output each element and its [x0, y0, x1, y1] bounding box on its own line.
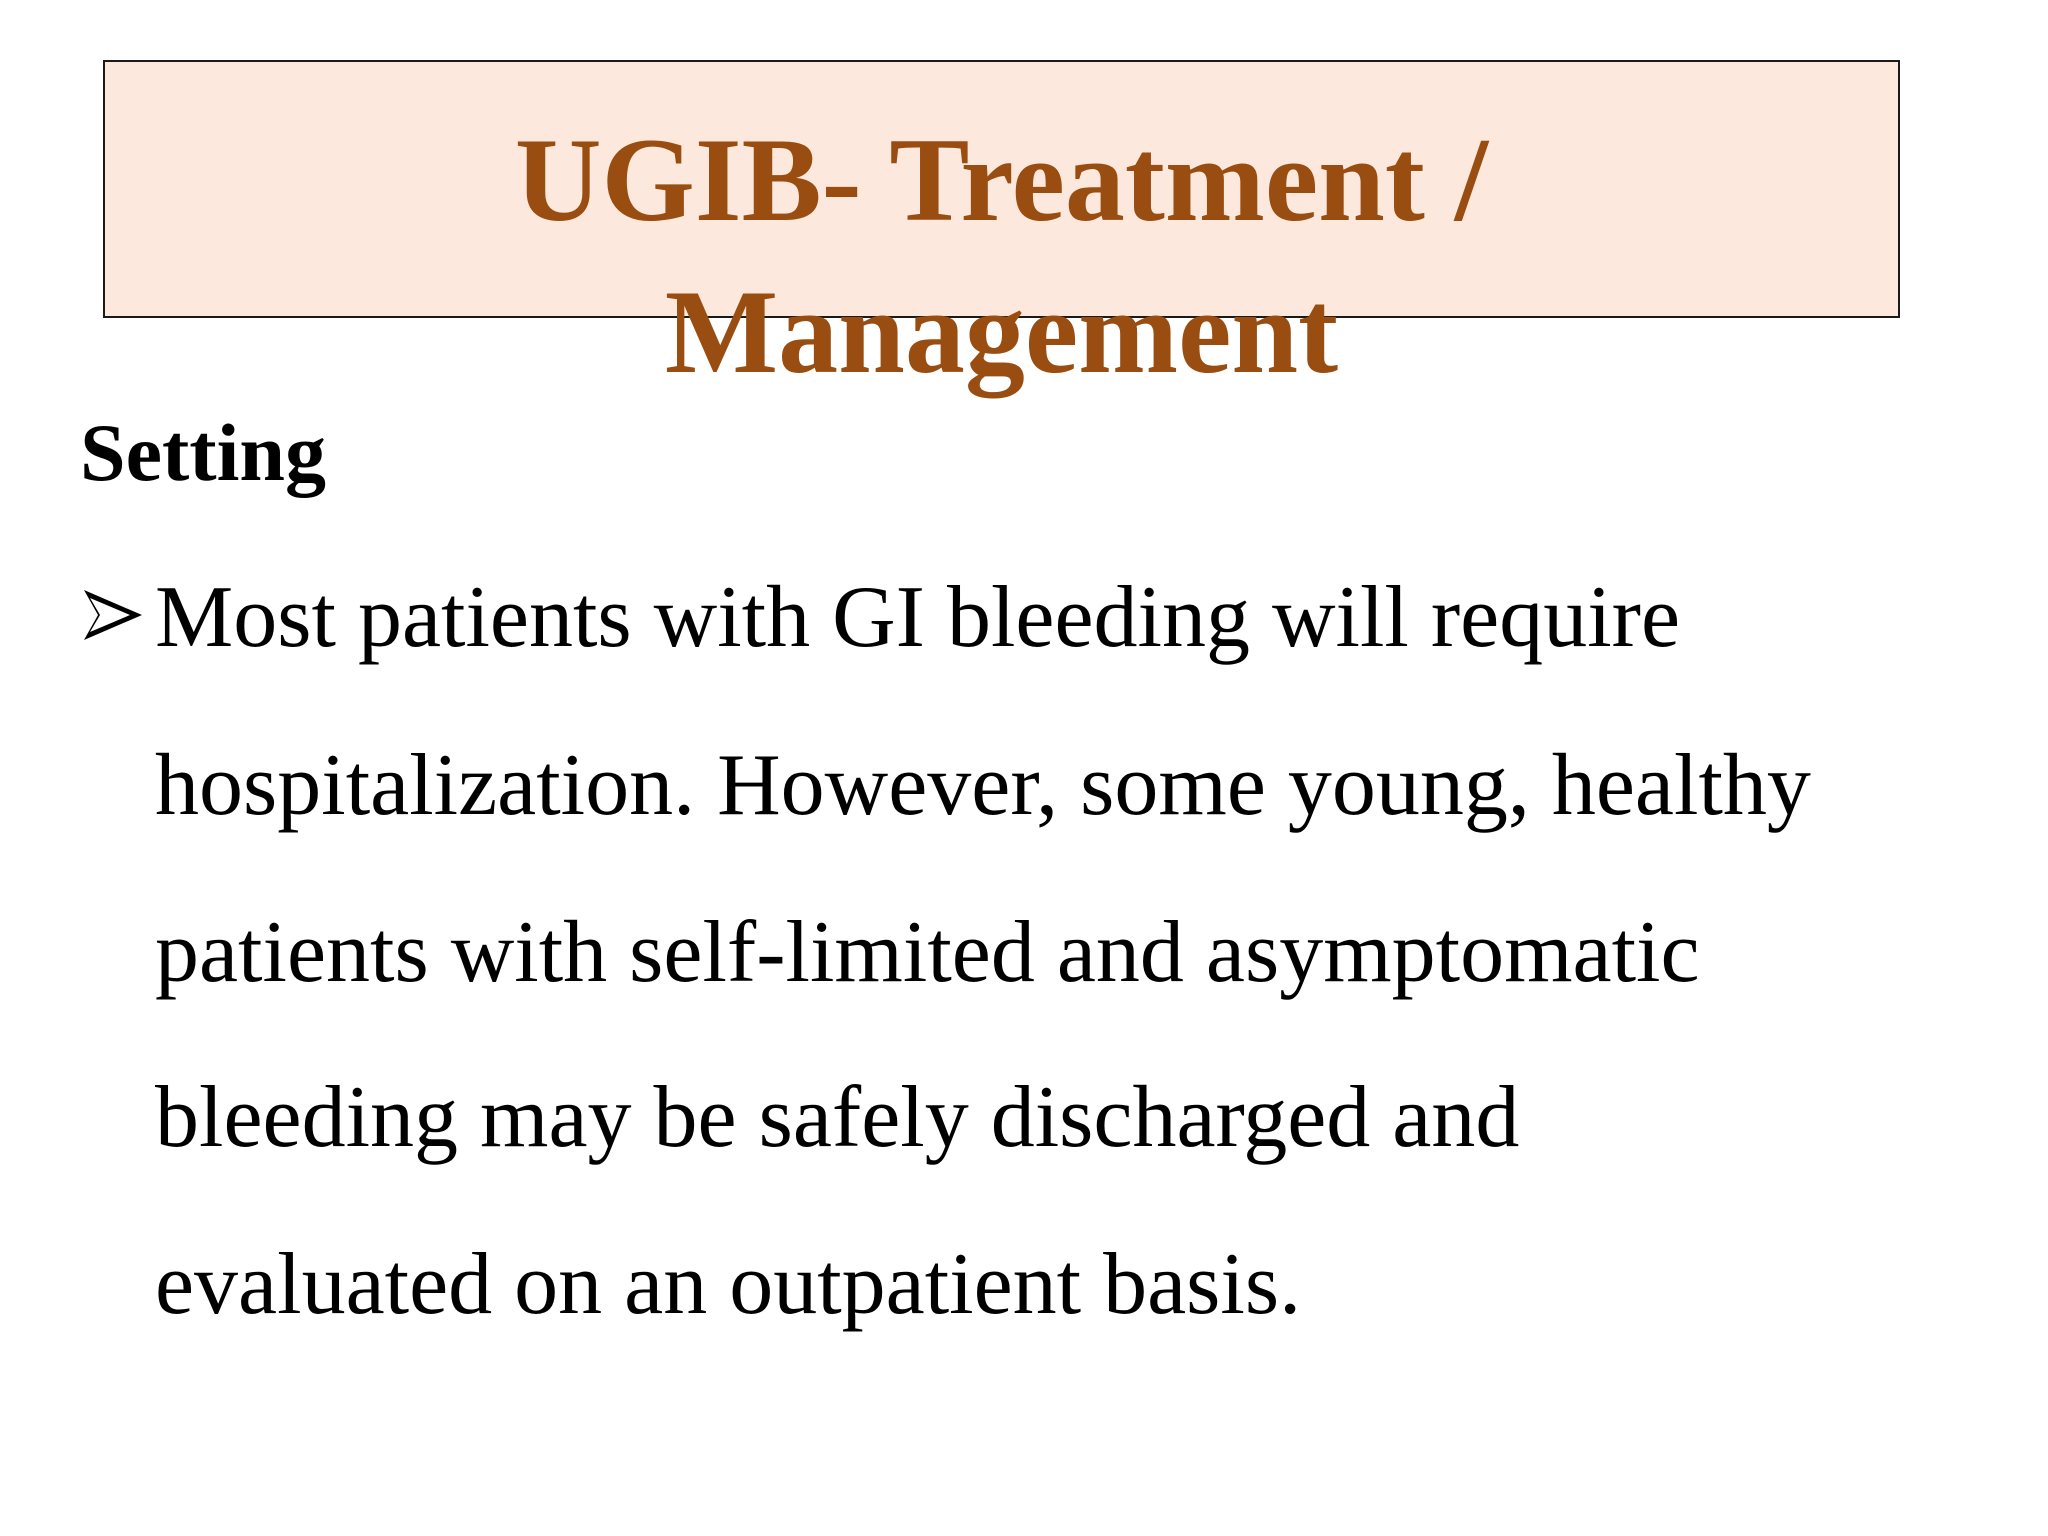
bullet-text-line: Most patients with GI bleeding will require — [155, 569, 1681, 666]
bullet-text-line: evaluated on an outpatient basis. — [155, 1236, 1302, 1333]
bullet-text-line: hospitalization. However, some young, healthy — [155, 737, 1811, 834]
arrowhead-bullet-icon — [78, 580, 148, 650]
slide-title-line-2: Management — [664, 265, 1339, 398]
bullet-text-line: bleeding may be safely discharged and — [155, 1069, 1520, 1166]
title-box — [103, 60, 1900, 398]
bullet-text-line: patients with self-limited and asymptomatic — [155, 904, 1700, 1001]
section-heading: Setting — [80, 407, 326, 498]
slide-title-line-1: UGIB- Treatment / — [514, 113, 1489, 246]
